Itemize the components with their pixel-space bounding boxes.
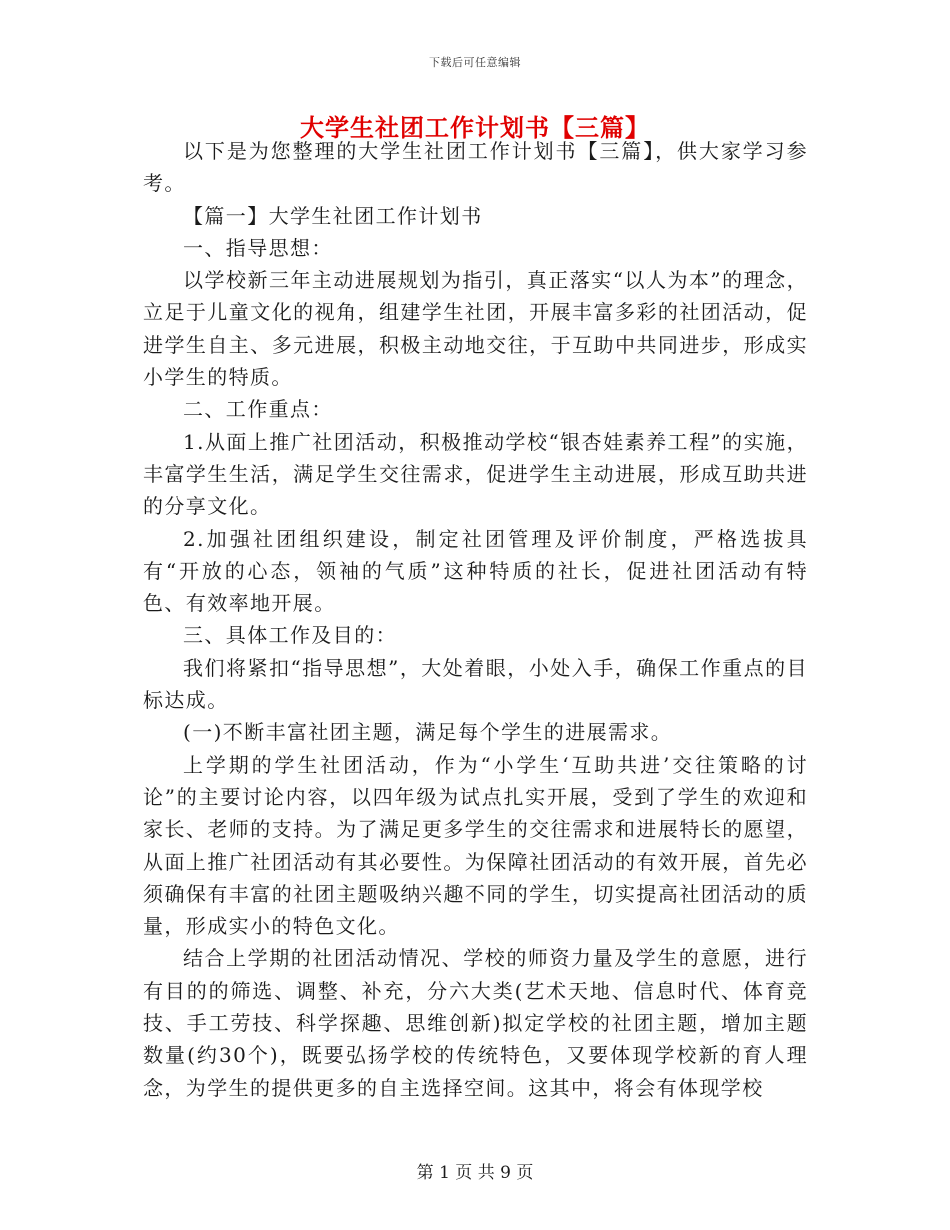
heading-guiding-thought: 一、指导思想： <box>183 235 333 260</box>
paragraph-guiding-thought: 以学校新三年主动进展规划为指引，真正落实“以人为本”的理念，立足于儿童文化的视角，组建学生社团，开展丰富多彩的社团活动，促进学生自主、多元进展，积极主动地交往，于互助中共同进步，形成实小学生的特质。 <box>143 268 808 390</box>
page-footer <box>0 1158 950 1183</box>
subheading-enrich-themes: (一)不断丰富社团主题，满足每个学生的进展需求。 <box>183 720 673 745</box>
section-heading-part-one: 【篇一】大学生社团工作计划书 <box>183 203 483 228</box>
header-note: 下载后可任意编辑 <box>429 56 521 69</box>
paragraph-intro: 以下是为您整理的大学生社团工作计划书【三篇】，供大家学习参考。 <box>143 139 808 196</box>
footer-suffix: 页 <box>516 1163 534 1183</box>
document-title: 大学生社团工作计划书【三篇】 <box>300 113 650 142</box>
heading-specific-work: 三、具体工作及目的： <box>183 623 397 648</box>
paragraph-combine: 结合上学期的社团活动情况、学校的师资力量及学生的意愿，进行有目的的筛选、调整、补充，分六大类(艺术天地、信息时代、体育竞技、手工劳技、科学探趣、思维创新)拟定学校的社团主题，增加主题数量(约30个)，既要弘扬学校的传统特色，又要体现学校新的育人理念，为学生的提供更多的自主选择空间。这其中，将会有体现学校 <box>143 946 808 1100</box>
footer-prefix: 第 <box>416 1163 434 1183</box>
paragraph-last-semester: 上学期的学生社团活动，作为“小学生‘互助共进’交往策略的讨论”的主要讨论内容，以四年级为试点扎实开展，受到了学生的欢迎和家长、老师的支持。为了满足更多学生的交往需求和进展特长的愿望，从面上推广社团活动有其必要性。为保障社团活动的有效开展，首先必须确保有丰富的社团主题吸纳兴趣不同的学生，切实提高社团活动的质量，形成实小的特色文化。 <box>143 752 808 939</box>
document-body <box>143 135 808 1104</box>
footer-current-page: 1 <box>439 1163 450 1183</box>
footer-total-pages: 9 <box>500 1163 511 1183</box>
footer-middle: 页 共 <box>455 1163 495 1183</box>
paragraph-specific-intro: 我们将紧扣“指导思想”，大处着眼，小处入手，确保工作重点的目标达成。 <box>143 655 808 713</box>
heading-work-focus: 二、工作重点： <box>183 397 333 422</box>
paragraph-focus-1: 1.从面上推广社团活动，积极推动学校“银杏娃素养工程”的实施，丰富学生生活，满足学生交往需求，促进学生主动进展，形成互助共进的分享文化。 <box>143 429 808 519</box>
paragraph-focus-2: 2.加强社团组织建设，制定社团管理及评价制度，严格选拔具有“开放的心态，领袖的气质”这种特质的社长，促进社团活动有特色、有效率地开展。 <box>143 526 808 616</box>
